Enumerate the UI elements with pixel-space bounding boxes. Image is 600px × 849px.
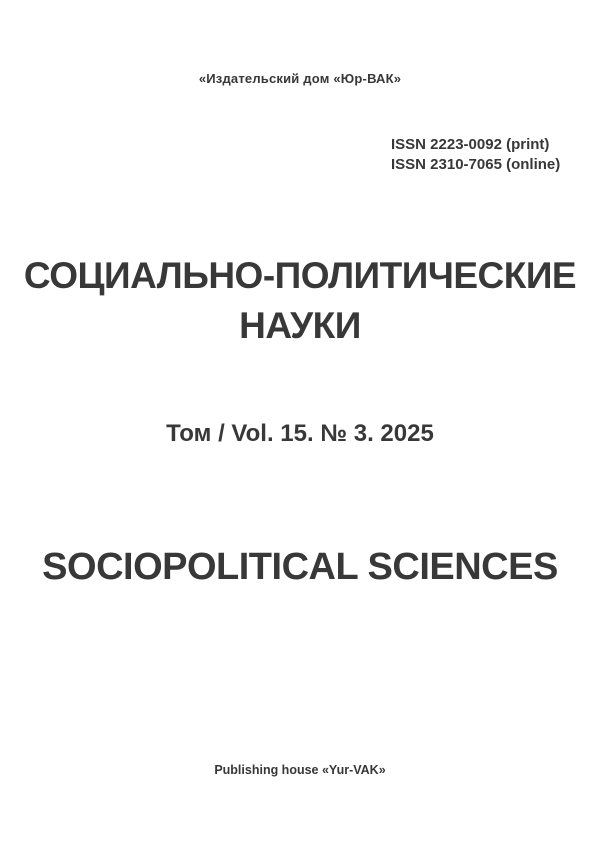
journal-title-russian-line2: НАУКИ bbox=[239, 305, 361, 346]
journal-title-russian bbox=[0, 251, 600, 351]
publisher-name-english: Publishing house «Yur-VAK» bbox=[214, 763, 386, 777]
issn-block bbox=[391, 135, 560, 175]
volume-issue-year: Том / Vol. 15. № 3. 2025 bbox=[166, 420, 434, 447]
journal-title-russian-line1: СОЦИАЛЬНО-ПОЛИТИЧЕСКИЕ bbox=[23, 255, 577, 296]
publisher-name-russian: «Издательский дом «Юр-ВАК» bbox=[198, 71, 402, 86]
issn-print: ISSN 2223-0092 (print) bbox=[391, 136, 550, 153]
journal-title-english: SOCIOPOLITICAL SCIENCES bbox=[42, 546, 558, 588]
issn-online: ISSN 2310-7065 (online) bbox=[391, 156, 561, 173]
